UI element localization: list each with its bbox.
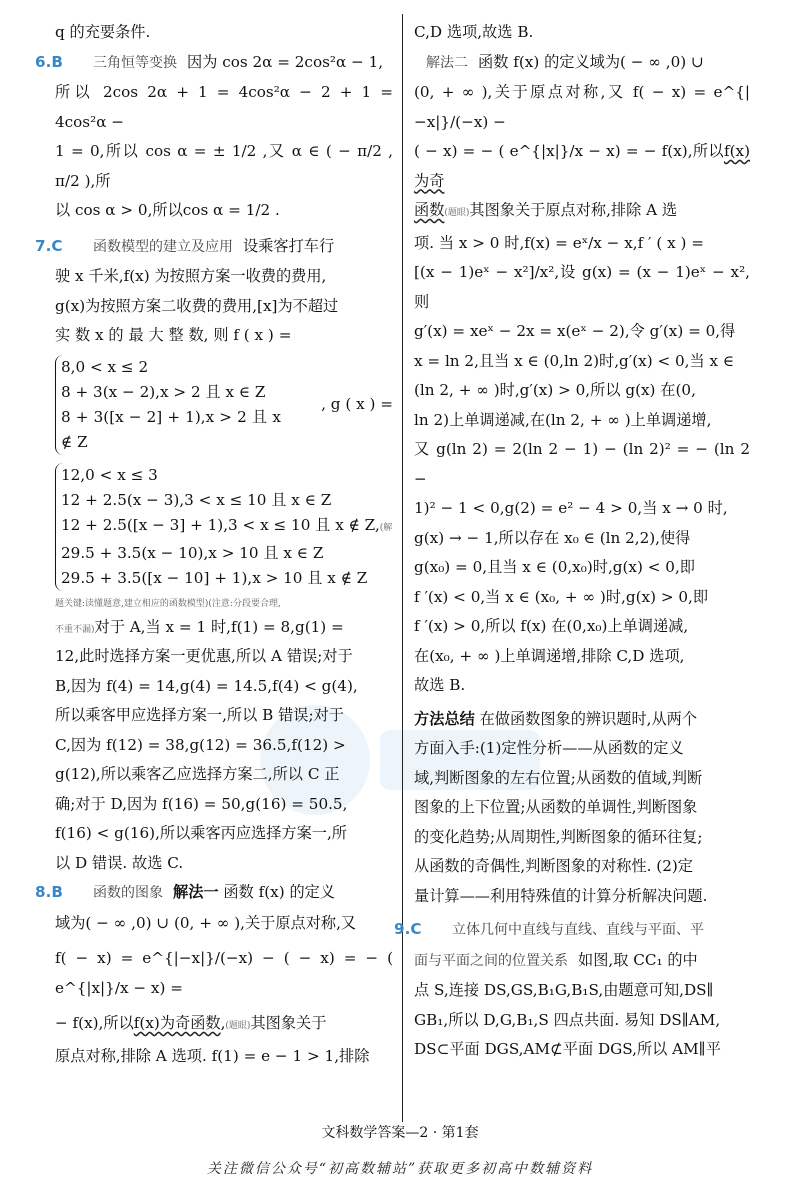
question-number: 8.B [35, 883, 63, 901]
text-line: 对于 A,当 x = 1 时,f(1) = 8,g(1) = [94, 617, 344, 636]
text-line: f ′(x) > 0,所以 f(x) 在(0,x₀)上单调递减, [414, 617, 689, 635]
text-line: DS⊂平面 DGS,AM⊄平面 DGS,所以 AM∥平 [414, 1040, 721, 1058]
annotation: (题眼) [225, 1021, 251, 1031]
text-line: B,因为 f(4) = 14,g(4) = 14.5,f(4) < g(4), [55, 676, 358, 695]
text-line: x = ln 2,且当 x ∈ (0,ln 2)时,g′(x) < 0,当 x ∈ [414, 351, 735, 370]
text-line: f ′(x) < 0,当 x ∈ (x₀, + ∞ )时,g(x) > 0,即 [414, 587, 709, 606]
case-line: 8 + 3(x − 2),x > 2 且 x ∈ Z [61, 382, 266, 401]
piecewise-g [55, 463, 393, 591]
text-line: (0, + ∞ ),关于原点对称,又 f( − x) = e^{|−x|}/(−x) − [414, 83, 750, 131]
text-line: 以 cos α > 0,所以cos α = 1/2 . [55, 201, 280, 219]
annotation: (解 [379, 522, 393, 533]
right-column [394, 18, 750, 1065]
text-line: 的变化趋势;从周期性,判断图象的循环往复; [414, 827, 703, 846]
topic-label: 函数的图象 [93, 885, 163, 901]
text-line: (ln 2, + ∞ )时,g′(x) > 0,所以 g(x) 在(0, [414, 381, 696, 399]
text-line: 在(x₀, + ∞ )上单调递增,排除 C,D 选项, [414, 646, 685, 665]
left-column [35, 18, 393, 1071]
key-phrase: f(x)为奇函数 [133, 1014, 221, 1032]
text-line: 原点对称,排除 A 选项. f(1) = e − 1 > 1,排除 [55, 1046, 370, 1065]
text-line: , [220, 1014, 226, 1032]
topic-label: 面与平面之间的位置关系 [414, 952, 568, 969]
case-line: 8,0 < x ≤ 2 [61, 357, 149, 376]
case-line: 29.5 + 3.5(x − 10),x > 10 且 x ∈ Z [61, 543, 324, 562]
text-line: 域为( − ∞ ,0) ∪ (0, + ∞ ),关于原点对称,又 [55, 913, 357, 932]
case-line: 8 + 3([x − 2] + 1),x > 2 且 x ∉ Z [61, 407, 281, 451]
text-line: 又 g(ln 2) = 2(ln 2 − 1) − (ln 2)² = − (ln 2 − [414, 440, 750, 488]
case-line: 12 + 2.5(x − 3),3 < x ≤ 10 且 x ∈ Z [61, 490, 332, 509]
key-phrase: f(x) 为奇 [414, 142, 750, 190]
text-line: 如图,取 CC₁ 的中 [578, 950, 698, 969]
method-label: 解法一 [173, 883, 219, 901]
topic-label: 函数模型的建立及应用 [93, 238, 233, 255]
text-line: 从函数的奇偶性,判断图象的对称性. (2)定 [414, 857, 693, 875]
text-line: 域,判断图象的左右位置;从函数的值域,判断 [414, 768, 703, 787]
text-line: 点 S,连接 DS,GS,B₁G,B₁S,由题意可知,DS∥ [414, 981, 714, 999]
method-label: 解法二 [426, 54, 468, 71]
case-line: 29.5 + 3.5([x − 10] + 1),x > 10 且 x ∉ Z [61, 568, 368, 587]
text-line: ( − x) = − ( e^{|x|}/x − x) = − f(x),所以 [414, 142, 724, 160]
summary-title: 方法总结 [414, 709, 475, 728]
text-line: 函数 f(x) 的定义 [223, 883, 336, 901]
text-line: C,D 选项,故选 B. [414, 23, 534, 41]
piecewise-f [55, 351, 393, 459]
text-line: ln 2)上单调递减,在(ln 2, + ∞ )上单调递增, [414, 410, 712, 429]
case-line: 12 + 2.5([x − 3] + 1),3 < x ≤ 10 且 x ∉ Z, [61, 515, 380, 534]
text-line: [(x − 1)eˣ − x²]/x²,设 g(x) = (x − 1)eˣ − x²,则 [414, 263, 750, 311]
text-line: 因为 cos 2α = 2cos²α − 1, [187, 52, 384, 71]
text-line: 故选 B. [414, 676, 466, 694]
text-line: 1 = 0,所以 cos α = ± 1/2 ,又 α ∈ ( − π/2 , π/2 ),所 [55, 142, 393, 190]
text-line: 函数 f(x) 的定义域为( − ∞ ,0) ∪ [478, 52, 704, 71]
key-phrase: 函数 [414, 201, 445, 219]
text-line: g(x₀) = 0,且当 x ∈ (0,x₀)时,g(x) < 0,即 [414, 558, 695, 576]
text-line: g′(x) = xeˣ − 2x = x(eˣ − 2),令 g′(x) = 0,得 [414, 322, 736, 340]
text-line: C,因为 f(12) = 38,g(12) = 36.5,f(12) > [55, 735, 346, 754]
text-line: g(x) → − 1,所以存在 x₀ ∈ (ln 2,2),使得 [414, 528, 691, 547]
text-line: q 的充要条件. [55, 23, 151, 41]
text-line: g(x)为按照方案二收费的费用,[x]为不超过 [55, 296, 339, 315]
topic-label: 立体几何中直线与直线、直线与平面、平 [452, 922, 704, 938]
text-line: f( − x) = e^{|−x|}/(−x) − ( − x) = − ( e^{|x|}/x − x) = [55, 949, 393, 997]
text-line: − f(x),所以 [55, 1014, 134, 1032]
bottom-note: 关注微信公众号“初高数辅站”获取更多初高中数辅资料 [206, 1161, 594, 1177]
case-line: 12,0 < x ≤ 3 [61, 465, 158, 484]
topic-label: 三角恒等变换 [93, 54, 177, 71]
text-line: 图象的上下位置;从函数的单调性,判断图象 [414, 798, 698, 816]
text-line: 在做函数图象的辨识题时,从两个 [479, 709, 698, 728]
text-line: 实 数 x 的 最 大 整 数, 则 f ( x ) = [55, 326, 292, 344]
text-line: f(16) < g(16),所以乘客丙应选择方案一,所 [55, 824, 347, 842]
question-number: 9.C [394, 920, 422, 938]
annotation: 不重不漏) [55, 624, 95, 635]
text-line: 其图象关于原点对称,排除 A 选 [469, 201, 678, 219]
text-line: 所以乘客甲应选择方案一,所以 B 错误;对于 [55, 706, 344, 724]
question-number: 6.B [35, 52, 63, 71]
text-line: 方面入手:(1)定性分析——从函数的定义 [414, 739, 684, 757]
annotation: 题关键:读懂题意,建立相应的函数模型)(注意:分段要合理, [55, 598, 281, 609]
text-line: 所以 2cos 2α + 1 = 4cos²α − 2 + 1 = 4cos²α − [55, 83, 393, 131]
question-number: 7.C [35, 236, 63, 255]
text-line: 项. 当 x > 0 时,f(x) = eˣ/x − x,f ′ ( x ) = [414, 233, 704, 252]
column-divider [402, 14, 403, 1122]
text-line: 以 D 错误. 故选 C. [55, 853, 184, 872]
text-line: 确;对于 D,因为 f(16) = 50,g(16) = 50.5, [55, 794, 348, 813]
text-line: 驶 x 千米,f(x) 为按照方案一收费的费用, [55, 267, 327, 285]
text-line: 1)² − 1 < 0,g(2) = e² − 4 > 0,当 x → 0 时, [414, 499, 728, 517]
text-line: 量计算——利用特殊值的计算分析解决问题. [414, 886, 708, 905]
page-footer: 文科数学答案—2 · 第1套 [321, 1125, 479, 1141]
text-line: 设乘客打车行 [243, 236, 335, 255]
text-line: g(12),所以乘客乙应选择方案二,所以 C 正 [55, 765, 340, 783]
text-line: , g ( x ) = [321, 394, 393, 413]
text-line: 12,此时选择方案一更优惠,所以 A 错误;对于 [55, 647, 353, 665]
text-line: 其图象关于 [250, 1014, 327, 1032]
annotation: (题眼) [444, 208, 470, 218]
text-line: GB₁,所以 D,G,B₁,S 四点共面. 易知 DS∥AM, [414, 1010, 721, 1029]
